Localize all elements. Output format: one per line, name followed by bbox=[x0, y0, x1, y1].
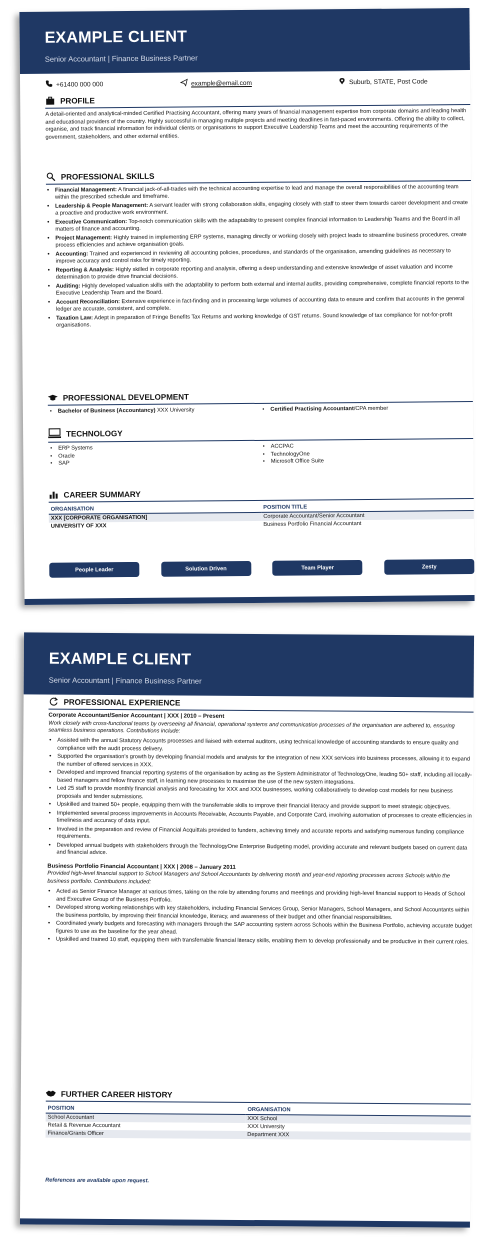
table-cell: Department XXX bbox=[245, 1131, 470, 1141]
magnifier-icon bbox=[46, 172, 56, 182]
profile-heading bbox=[45, 92, 470, 109]
further-history-heading-label: FURTHER CAREER HISTORY bbox=[60, 1089, 173, 1099]
experience-section bbox=[47, 697, 474, 949]
resume-page-2 bbox=[20, 632, 474, 1227]
list-item: • Coordinated yearly budgets and forecasting with managers through the SAP accounting system across Schools within the Business Portfolio, achieving accurate budget figures to use as the baseline for the year ahead. bbox=[47, 921, 472, 939]
list-item: • Oracle bbox=[48, 451, 261, 460]
list-item bbox=[47, 312, 472, 331]
pill-people-leader: People Leader bbox=[49, 562, 139, 578]
technology-section bbox=[48, 424, 473, 468]
table-row bbox=[46, 1130, 471, 1141]
phone-icon bbox=[45, 80, 53, 88]
profile-heading-label: PROFILE bbox=[60, 95, 95, 106]
skill-text: Adept in preparation of Fringe Benefits Tax Returns and working knowledge of GST returns. Sound knowledge of tax compliance for not-for-profit organisations. bbox=[56, 312, 453, 330]
pill-solution-driven: Solution Driven bbox=[161, 561, 251, 577]
column-header: POSITION bbox=[46, 1105, 246, 1115]
list-item bbox=[48, 407, 261, 416]
list-item: • Acted as Senior Finance Manager at various times, taking on the role by attending forums and meetings and providing high-level financial support to Heads of School and Executive Group of the Business Portfolio. bbox=[47, 889, 472, 907]
experience-heading-label: PROFESSIONAL EXPERIENCE bbox=[63, 697, 181, 708]
contact-location bbox=[338, 76, 428, 86]
role-description: Work closely with cross-functional teams by overseeing all financial, operational systems and communication processes of the organisation are adhered to, ensuring seamless business operations. Contributions include: bbox=[48, 720, 455, 735]
table-cell: Business Portfolio Financial Accountant bbox=[263, 520, 362, 528]
career-summary-heading-label: CAREER SUMMARY bbox=[63, 489, 141, 500]
list-item bbox=[260, 405, 473, 414]
header-banner bbox=[19, 8, 470, 74]
skill-text: Top-notch communication skills with the adaptability to present complex financial information to Leadership Teams and the Board in all matters of finance and accounting. bbox=[55, 216, 460, 234]
development-heading bbox=[48, 389, 473, 406]
send-icon bbox=[180, 79, 188, 87]
certification-title: Certified Practising Accountant bbox=[270, 406, 354, 413]
skill-title: Auditing: bbox=[55, 283, 81, 290]
list-item: • Developed and improved financial reporting systems of the organisation by acting as the System Administrator of TechnologyOne, leading 50+ staff, including all locally-based managers and fellow finance staff, in learning new processes to maximise the use of the new system integrations. bbox=[48, 770, 473, 788]
skills-heading-label: PROFESSIONAL SKILLS bbox=[60, 171, 155, 182]
role-achievements bbox=[47, 889, 472, 947]
column-header: POSITION TITLE bbox=[261, 502, 474, 512]
career-summary-heading bbox=[49, 486, 474, 503]
list-item: • Assisted with the annual Statutory Accounts processes and liaised with external auditors, using technical knowledge of accounting standards to ensure quality and compliance with the audit process delivery. bbox=[48, 738, 473, 756]
column-header: ORGANISATION bbox=[49, 504, 262, 514]
location-text: Suburb, STATE, Post Code bbox=[349, 78, 428, 87]
development-section bbox=[48, 389, 473, 416]
list-item: • ACCPAC bbox=[261, 442, 474, 451]
email-link[interactable]: example@email.com bbox=[191, 79, 252, 88]
profile-section bbox=[45, 92, 470, 142]
skill-title: Taxation Law: bbox=[56, 315, 94, 322]
skill-title: Leadership & People Management: bbox=[55, 202, 149, 210]
table-cell: Retail & Revenue Accountant bbox=[47, 1122, 121, 1129]
list-item: • Upskilled and trained 50+ people, equipping them with the transferrable skills to improve their financial literacy and provide support to meet strategic objectives. bbox=[48, 802, 473, 812]
phone-number: +61400 000 000 bbox=[56, 81, 104, 89]
handshake-icon bbox=[46, 1089, 56, 1099]
resume-page-1 bbox=[19, 8, 474, 605]
technology-heading bbox=[48, 424, 473, 443]
further-history-table bbox=[46, 1105, 471, 1141]
bar-chart-icon bbox=[49, 490, 59, 500]
skill-text: Trained and experienced in reviewing all accounting policies, procedures, and standards of the organisation, amending guidelines as necessary to improve accuracy and control risks for timely reporting. bbox=[55, 248, 451, 266]
technology-heading-label: TECHNOLOGY bbox=[66, 428, 123, 439]
devices-icon bbox=[48, 428, 61, 440]
list-item: • ERP Systems bbox=[48, 444, 261, 453]
column-header: ORGANISATION bbox=[245, 1106, 470, 1116]
skill-title: Reporting & Analysis: bbox=[55, 267, 114, 274]
skills-list bbox=[46, 184, 472, 331]
skill-title: Accounting: bbox=[55, 251, 89, 258]
career-summary-table bbox=[49, 502, 474, 531]
skill-text: Extensive experience in fact-finding and in processing large volumes of accounting data to ensure and confirm that accounts in the general ledger are accurate, consistent, and complete. bbox=[55, 296, 465, 314]
skill-text: Highly developed valuation skills with the adaptability to perform both external and internal audits, providing comprehensive, complete financial reports to the Executive Leadership Team and the Board. bbox=[55, 280, 470, 298]
table-cell: School Accountant bbox=[46, 1113, 246, 1123]
certification-note: /CPA member bbox=[353, 405, 389, 413]
skill-title: Executive Communication: bbox=[55, 219, 128, 226]
list-item: • Developed strong working relationships with key stakeholders, including Financial Services Group, Senior Managers, School Managers, and School Accountants within the business portfolio, by improving their financial knowledge, literacy, and awareness of their budget and other financial responsibilities. bbox=[47, 905, 472, 923]
skills-heading bbox=[46, 168, 471, 185]
table-cell: XXX School bbox=[245, 1114, 470, 1124]
skill-text: Highly skilled in corporate reporting and analysis, offering a deep understanding and extensive knowledge of asset valuation and income determination to provide drive financial decisions. bbox=[55, 264, 453, 282]
table-cell: XXX [CORPORATE ORGANISATION] bbox=[49, 512, 262, 522]
pill-team-player: Team Player bbox=[273, 560, 363, 576]
client-subtitle: Senior Accountant | Finance Business Partner bbox=[44, 53, 198, 64]
list-item: • Supported the organisation's growth by developing financial models and analysis for the integration of new XXX services into business processes, allowing it to expand the number of offered services in XXX. bbox=[48, 754, 473, 772]
skills-section bbox=[46, 168, 472, 332]
role-title: Business Portfolio Financial Accountant | XXX | 2008 – January 2011 bbox=[47, 863, 236, 871]
table-cell: XXX University bbox=[247, 1123, 285, 1130]
header-banner bbox=[24, 632, 474, 697]
role-description: Provided high-level financial support to School Managers and School Accountants by delivering month and year-end reporting processes across Schools within the business portfolio. Contributions included: bbox=[47, 871, 451, 886]
list-item: • Developed annual budgets with stakeholders through the TechnologyOne Enterprise Budgeting model, providing accurate and relevant budgets based on current data and financial advice. bbox=[48, 843, 473, 861]
client-name: EXAMPLE CLIENT bbox=[48, 650, 192, 669]
graduation-cap-icon bbox=[48, 393, 58, 403]
client-name: EXAMPLE CLIENT bbox=[44, 28, 188, 47]
skill-title: Account Reconciliation: bbox=[55, 299, 121, 306]
skill-text: Highly trained in implementing ERP systems, managing directly or working closely with project leads to streamline business procedures, create process efficiencies and achieve organisation goals. bbox=[55, 232, 467, 250]
further-history-section bbox=[46, 1089, 471, 1141]
list-item: • Implemented several process improvements in Accounts Receivable, Accounts Payable, and Corporate Card, involving automation of processes to create efficiencies in timeliness and accuracy of data input. bbox=[48, 811, 473, 829]
table-cell: Corporate Accountant/Senior Accountant bbox=[261, 511, 474, 521]
list-item: • SAP bbox=[48, 459, 261, 468]
experience-heading bbox=[49, 697, 474, 713]
location-pin-icon bbox=[338, 77, 346, 85]
role-achievements bbox=[48, 738, 474, 860]
list-item: • Upskilled and trained 10 staff, equipping them with transferrable financial literacy skills, enabling them to develop professionally and be productive in their current roles. bbox=[47, 937, 472, 947]
briefcase-icon bbox=[45, 96, 55, 106]
profile-text: A detail-oriented and analytical-minded Certified Practising Accountant, offering many years of financial management expertise from corporate domains and leading health and educational providers of the country. Highly successful in managing multiple projects and meeting deadlines in fast-paced environments. Offering the ability to collect, organise, and track financial information for individual clients or organisations to support Executive Leadership Teams and meet the accounting requirements of the government, stakeholders, and other external entities. bbox=[45, 108, 467, 141]
list-item: • Led 25 staff to provide monthly financial analysis and forecasting for XXX and XXX businesses, working collaboratively to develop cost models for new business proposals and tender submissions. bbox=[48, 786, 473, 804]
degree-institution: XXX University bbox=[155, 407, 195, 414]
skill-title: Project Management: bbox=[55, 235, 113, 242]
skill-title: Financial Management: bbox=[54, 187, 117, 194]
role-title: Corporate Accountant/Senior Accountant | XXX | 2010 – Present bbox=[48, 712, 225, 720]
references-note: References are available upon request. bbox=[45, 1177, 150, 1185]
career-summary-section bbox=[49, 486, 474, 531]
contact-email[interactable] bbox=[180, 78, 252, 88]
skill-text: A servant leader with strong collaboration skills, engaging closely with staff to steer them towards career development and create a proactive and productive work environment. bbox=[55, 200, 468, 218]
attribute-pills bbox=[49, 559, 474, 578]
development-list bbox=[48, 405, 473, 416]
list-item: • Microsoft Office Suite bbox=[261, 457, 474, 466]
skill-text: A financial jack-of-all-trades with the technical accounting expertise to lead and manage the overall responsibilities of the accounting team within the prescribed schedule and timeframe. bbox=[55, 184, 459, 202]
technology-list bbox=[48, 442, 473, 468]
contact-phone bbox=[45, 79, 103, 89]
table-cell: UNIVERSITY OF XXX bbox=[50, 522, 107, 530]
list-item: • Involved in the preparation and review of Financial Acquittals provided to funders, achieving timely and accurate reports and satisfying numerous funding compliance requirements. bbox=[48, 827, 473, 845]
degree-title: Bachelor of Business (Accountancy) bbox=[57, 407, 156, 415]
development-heading-label: PROFESSIONAL DEVELOPMENT bbox=[62, 392, 189, 403]
refresh-icon bbox=[49, 697, 59, 707]
client-subtitle: Senior Accountant | Finance Business Partner bbox=[48, 675, 202, 686]
further-history-heading bbox=[46, 1089, 471, 1105]
list-item: • TechnologyOne bbox=[261, 450, 474, 459]
table-cell: Finance/Grants Officer bbox=[46, 1130, 246, 1139]
pill-zesty: Zesty bbox=[384, 559, 474, 575]
